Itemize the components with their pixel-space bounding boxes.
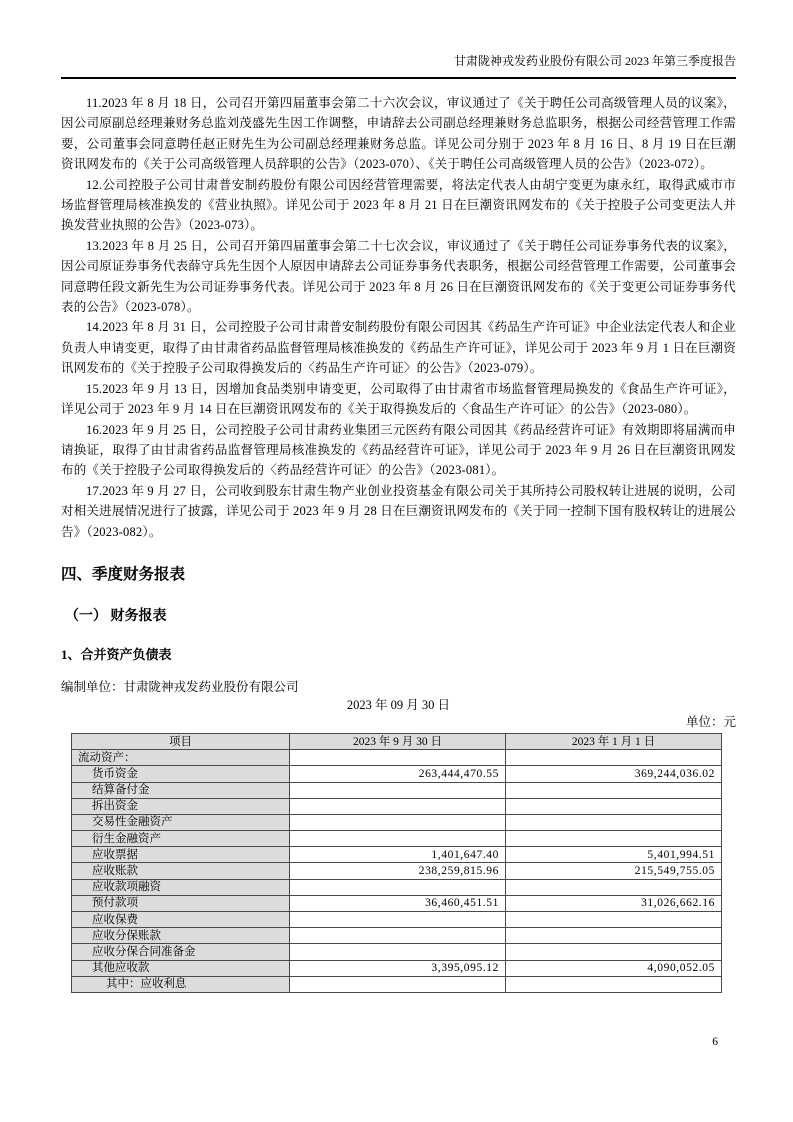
row-item-label: 应收保费	[72, 912, 290, 928]
row-item-label: 应收款项融资	[72, 879, 290, 895]
row-value-current: 3,395,095.12	[290, 960, 506, 976]
row-value-current	[290, 976, 506, 992]
table-row	[72, 782, 722, 798]
row-value-current	[290, 928, 506, 944]
column-header-current-period: 2023 年 9 月 30 日	[290, 733, 506, 749]
table-header-row	[72, 733, 722, 749]
row-item-label: 应收票据	[72, 847, 290, 863]
row-value-prior	[506, 782, 722, 798]
table-row	[72, 798, 722, 814]
row-value-current: 36,460,451.51	[290, 895, 506, 911]
row-value-current: 263,444,470.55	[290, 766, 506, 782]
column-header-item: 项目	[72, 733, 290, 749]
table-row	[72, 879, 722, 895]
subsection-heading-consolidated-balance-sheet: 1、合并资产负债表	[61, 646, 172, 662]
table-row	[72, 976, 722, 992]
row-item-label: 结算备付金	[72, 782, 290, 798]
row-item-label: 流动资产：	[72, 750, 290, 766]
row-item-label: 其他应收款	[72, 960, 290, 976]
row-value-current: 238,259,815.96	[290, 863, 506, 879]
row-value-prior: 215,549,755.05	[506, 863, 722, 879]
table-row	[72, 912, 722, 928]
statement-date: 2023 年 09 月 30 日	[346, 697, 451, 712]
page-number: 6	[712, 1036, 718, 1048]
table-row	[72, 831, 722, 847]
row-value-prior: 369,244,036.02	[506, 766, 722, 782]
table-row	[72, 750, 722, 766]
row-value-prior	[506, 912, 722, 928]
table-row	[72, 944, 722, 960]
table-row	[72, 928, 722, 944]
row-item-label: 预付款项	[72, 895, 290, 911]
table-row	[72, 863, 722, 879]
row-item-label: 交易性金融资产	[72, 814, 290, 830]
row-item-label: 货币资金	[72, 766, 290, 782]
paragraph-14: 14.2023 年 8 月 31 日，公司控股子公司甘肃普安制药股份有限公司因其《药品生产许可证》中企业法定代表人和企业负责人申请变更，取得了由甘肃省药品监督管理局核准换发的《药品生产许可证》，详见公司于 2023 年 9 月 1 日在巨潮资讯网发布的《关于控股子公司取得换发后的〈药品生产许可证〉的公告》（2023-079）。	[61, 320, 736, 376]
row-value-prior	[506, 750, 722, 766]
column-header-prior-period: 2023 年 1 月 1 日	[506, 733, 722, 749]
row-value-prior: 31,026,662.16	[506, 895, 722, 911]
row-value-current	[290, 879, 506, 895]
paragraph-15: 15.2023 年 9 月 13 日，因增加食品类别申请变更，公司取得了由甘肃省市场监督管理局换发的《食品生产许可证》，详见公司于 2023 年 9 月 14 日在巨潮资讯网发布的《关于取得换发后的〈食品生产许可证〉的公告》（2023-080）。	[61, 381, 736, 417]
row-value-current	[290, 782, 506, 798]
row-value-prior	[506, 831, 722, 847]
prepared-by-line: 编制单位：甘肃陇神戎发药业股份有限公司	[61, 679, 299, 694]
section-heading-quarterly-financial-statements: 四、季度财务报表	[61, 565, 186, 583]
row-value-current	[290, 750, 506, 766]
row-item-label: 其中：应收利息	[72, 976, 290, 992]
row-value-prior	[506, 798, 722, 814]
table-row	[72, 960, 722, 976]
page-header-title: 甘肃陇神戎发药业股份有限公司 2023 年第三季度报告	[453, 54, 736, 68]
paragraph-16: 16.2023 年 9 月 25 日，公司控股子公司甘肃药业集团三元医药有限公司因其《药品经营许可证》有效期即将届满而申请换证，取得了由甘肃省药品监督管理局核准换发的《药品经营许可证》，详见公司于 2023 年 9 月 26 日在巨潮资讯网发布的《关于控股子公司取得换发后的〈药品经营许可证〉的公告》（2023-081）。	[61, 422, 736, 478]
header-rule	[61, 77, 736, 79]
row-item-label: 应收分保合同准备金	[72, 944, 290, 960]
table-row	[72, 814, 722, 830]
body-paragraphs	[61, 93, 736, 542]
row-value-prior	[506, 928, 722, 944]
unit-label: 单位：元	[685, 714, 736, 729]
row-value-current	[290, 944, 506, 960]
paragraph-12: 12.公司控股子公司甘肃普安制药股份有限公司因经营管理需要，将法定代表人由胡宁变更为康永红，取得武威市市场监督管理局核准换发的《营业执照》。详见公司于 2023 年 8 月 21 日在巨潮资讯网发布的《关于控股子公司变更法人并换发营业执照的公告》（2023-073）。	[61, 177, 736, 233]
row-value-current: 1,401,647.40	[290, 847, 506, 863]
paragraph-13: 13.2023 年 8 月 25 日，公司召开第四届董事会第二十七次会议，审议通过了《关于聘任公司证券事务代表的议案》，因公司原证券事务代表薛守兵先生因个人原因申请辞去公司证券事务代表职务，根据公司经营管理工作需要，公司董事会同意聘任段文新先生为公司证券事务代表。详见公司于 2023 年 8 月 26 日在巨潮资讯网发布的《关于变更公司证券事务代表的公告》（2023-078）。	[61, 238, 736, 315]
row-value-prior	[506, 879, 722, 895]
paragraph-11: 11.2023 年 8 月 18 日，公司召开第四届董事会第二十六次会议，审议通过了《关于聘任公司高级管理人员的议案》，因公司原副总经理兼财务总监刘茂盛先生因工作调整，申请辞去公司副总经理兼财务总监职务，根据公司经营管理工作需要，公司董事会同意聘任赵正财先生为公司副总经理兼财务总监。详见公司分别于 2023 年 8 月 16 日、8 月 19 日在巨潮资讯网发布的《关于公司高级管理人员辞职的公告》（2023-070）、《关于聘任公司高级管理人员的公告》（2023-072）。	[61, 96, 736, 172]
table-row	[72, 766, 722, 782]
subsection-heading-financial-statements: （一） 财务报表	[65, 608, 167, 624]
table-row	[72, 895, 722, 911]
row-value-prior	[506, 976, 722, 992]
row-value-prior: 5,401,994.51	[506, 847, 722, 863]
row-item-label: 衍生金融资产	[72, 831, 290, 847]
paragraph-17: 17.2023 年 9 月 27 日，公司收到股东甘肃生物产业创业投资基金有限公司关于其所持公司股权转让进展的说明，公司对相关进展情况进行了披露，详见公司于 2023 年 9 月 28 日在巨潮资讯网发布的《关于同一控制下国有股权转让的进展公告》（2023-082）。	[61, 483, 736, 539]
row-value-current	[290, 798, 506, 814]
row-value-current	[290, 814, 506, 830]
balance-sheet-table	[71, 733, 722, 993]
row-value-prior	[506, 814, 722, 830]
row-value-current	[290, 831, 506, 847]
row-item-label: 拆出资金	[72, 798, 290, 814]
row-value-current	[290, 912, 506, 928]
row-item-label: 应收分保账款	[72, 928, 290, 944]
row-value-prior	[506, 944, 722, 960]
table-row	[72, 847, 722, 863]
row-value-prior: 4,090,052.05	[506, 960, 722, 976]
row-item-label: 应收账款	[72, 863, 290, 879]
